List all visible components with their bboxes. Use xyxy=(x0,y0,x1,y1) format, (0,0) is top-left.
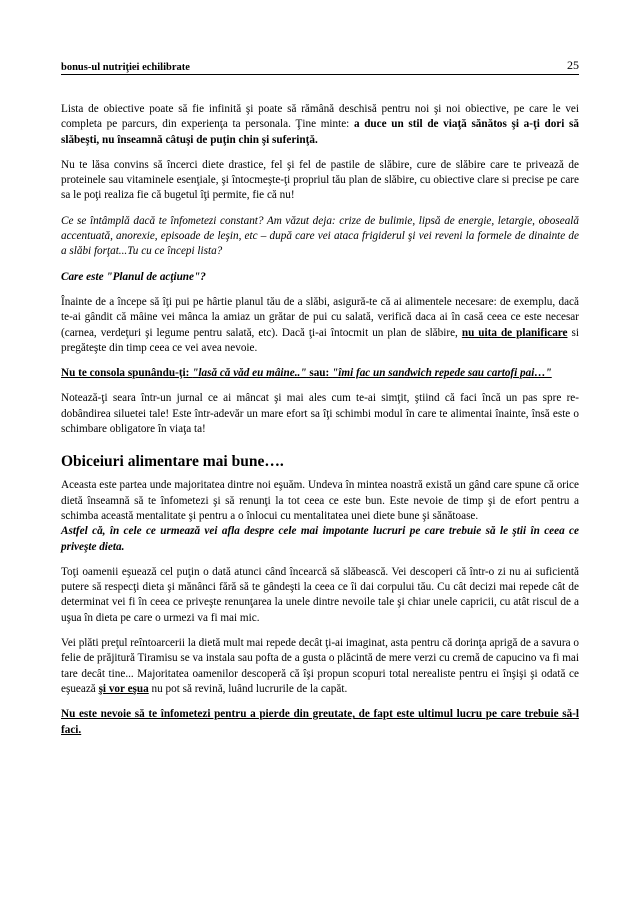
paragraph-planning xyxy=(61,295,579,356)
paragraph-no-starving: Nu este nevoie să te înfometezi pentru a pierde din greutate, de fapt este ultimul lucru pe care trebuie să-l faci. xyxy=(61,708,579,736)
document-page xyxy=(61,58,579,738)
paragraph-text: Înainte de a începe să îţi pui pe hârtie planul tău de a slăbi, asigură-te că ai alimentele necesare: de exemplu, dacă te-ai gândit că mâine vei mânca la amiaz un grătar de pui cu salată, verifică daca ai în casă ceea ce este necesar (carnea, verdeţuri şi legume pentru salată, etc). Dacă ţi-ai întocmit un plan de slăbire, xyxy=(61,295,579,339)
paragraph-mentality xyxy=(61,478,579,554)
quote-intro: Nu te consola spunându-ţi: xyxy=(61,367,193,380)
page-header xyxy=(61,58,579,75)
quote-tomorrow: "lasă că văd eu mâine.." xyxy=(192,367,307,380)
paragraph-goals xyxy=(61,102,579,148)
paragraph-starving-question: Ce se întâmplă dacă te înfometezi constant? Am văzut deja: crize de bulimie, lipsă de energie, letargie, oboseală accentuată, anorexie, episoade de leşin, etc – după care vei ataca frigiderul şi vei reveni la formele de dinainte de a slăbi forţat...Tu cu ce începi lista? xyxy=(61,214,579,258)
section-heading: Obiceiuri alimentare mai bune…. xyxy=(61,453,284,471)
page-number: 25 xyxy=(567,58,579,72)
quote-or: sau: xyxy=(306,367,333,380)
paragraph-price xyxy=(61,636,579,697)
paragraph-dont-console xyxy=(61,366,579,381)
emphasis-bold-italic: Astfel că, în cele ce urmează vei afla despre cele mai impotante lucruri pe care trebuie să le ştii în ceea ce priveşte dieta. xyxy=(61,525,579,553)
paragraph-text-after: nu pot să revină, luând lucrurile de la capăt. xyxy=(148,682,348,695)
section-question-action-plan: Care este "Planul de acţiune"? xyxy=(61,270,206,283)
quote-sandwich: "îmi fac un sandwich repede sau cartofi pai…" xyxy=(332,367,552,380)
paragraph-text: Lista de obiective poate să fie infinită şi poate să rămână deschisă pentru noi şi noi obiective, pe care le vei completa pe parcurs, din experienţa ta personala. Ţine minte: xyxy=(61,103,579,131)
paragraph-text-after: si pregăteşte din timp ceea ce vei avea nevoie. xyxy=(61,326,579,354)
emphasis-bold: a duce un stil de viaţă sănătos şi a-ţi dori să slăbeşti, nu înseamnă câtuşi de puţin chin şi suferinţă. xyxy=(61,118,579,146)
emphasis-underlined: nu uita de planificare xyxy=(461,326,568,339)
paragraph-journal: Notează-ţi seara într-un jurnal ce ai mâncat şi mai ales cum te-ai simţit, ştiind că faci încă un pas spre re-dobândirea siluetei tale! Este într-adevăr un mare efort sa îţi schimbi modul în care te alimentai înainte, însă este o schimbare obligatore în viaţa ta! xyxy=(61,392,579,436)
paragraph-no-drastic-diets: Nu te lăsa convins să încerci diete drastice, fel şi fel de pastile de slăbire, cure de slăbire care te privează de proteinele sau vitaminele esenţiale, şi întocmeşte-ţi propriul tău plan de slăbire, cu obiective clare si precise pe care sa le poţi realiza fie că bugetul îţi permite, fie că nu! xyxy=(61,158,579,202)
emphasis-underlined-bold: şi vor eşua xyxy=(98,682,149,695)
paragraph-everyone-fails: Toţi oamenii eşuează cel puţin o dată atunci când încearcă să slăbească. Vei descoperi că într-o zi nu ai suficientă putere să respecţi dieta şi mănânci fără să te gândeşti la ceea ce îi dai corpului tău. Cu cât decizi mai repede cât de determinat vei fi în ceea ce priveşte renunţarea la unele dintre nevoile tale şi chiar unele capricii, cu atât riscul de a uşua în dieta pe care o urmezi va fi mai mic. xyxy=(61,565,579,624)
paragraph-text: Vei plăti preţul reîntoarcerii la dietă mult mai repede decât ţi-ai imaginat, asta pentru că dorinţa aprigă de a savura o felie de prăjitură Tiramisu se va instala sau pofta de a gusta o plăcintă de mere verzi cu cremă de capucino va fi mai tare decât tine... Majoritatea oamenilor descoperă că îşi propun scopuri total nerealiste pentru ei înşişi şi odată ce eşuează xyxy=(61,637,579,695)
running-title: bonus-ul nutriţiei echilibrate xyxy=(61,62,190,73)
paragraph-text: Aceasta este partea unde majoritatea dintre noi eşuăm. Undeva în mintea noastră există un gând care spune că orice dietă înseamnă să te înfometezi şi să renunţi la tot ceea ce este bun. Este nevoie de timp şi de efort pentru a schimba această mentalitate şi pentru a o înlocui cu mentalitatea unei diete bune şi sănătoase. xyxy=(61,479,579,522)
